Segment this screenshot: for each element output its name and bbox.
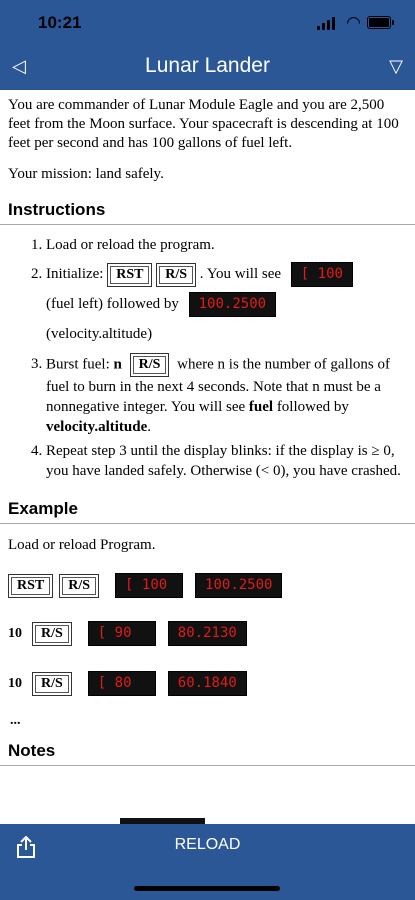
mission-paragraph: Your mission: land safely. bbox=[8, 166, 164, 182]
step-3-n: n bbox=[113, 356, 122, 373]
display-velocity-altitude: 60.1840 bbox=[168, 671, 247, 696]
example-row-1 bbox=[8, 573, 282, 603]
status-bar bbox=[0, 0, 415, 48]
step-4-text: Repeat step 3 until the display blinks: if the display is ≥ 0, you have landed safely. Otherwise (< 0), you have crashed. bbox=[46, 443, 401, 479]
instructions-heading: Instructions bbox=[8, 200, 106, 219]
wifi-icon: ◠ bbox=[346, 13, 361, 33]
page-title: Lunar Lander bbox=[145, 54, 270, 77]
step-3-text: where n is the number of gallons of fuel to burn in the next 4 seconds. Note that n must be a nonnegative integer. You will see bbox=[46, 356, 391, 415]
example-row-2 bbox=[8, 621, 247, 651]
status-time: 10:21 bbox=[38, 13, 82, 32]
rs-key: R/S bbox=[130, 353, 170, 377]
burn-amount: 10 bbox=[8, 625, 22, 641]
instruction-list bbox=[0, 235, 415, 481]
example-heading: Example bbox=[8, 499, 78, 518]
step-3-text-2: followed by bbox=[276, 399, 349, 415]
rst-key: RST bbox=[8, 574, 53, 598]
step-2-text-3: (velocity.altitude) bbox=[46, 326, 153, 342]
display-fuel: [ 80 bbox=[88, 671, 156, 696]
step-2-text-2: (fuel left) followed by bbox=[46, 296, 179, 312]
step-4 bbox=[46, 441, 415, 481]
step-2 bbox=[46, 259, 415, 349]
battery-icon bbox=[367, 16, 391, 29]
step-1-text: Load or reload the program. bbox=[46, 237, 215, 253]
burn-amount: 10 bbox=[8, 675, 22, 691]
back-icon[interactable]: ◁ bbox=[12, 56, 26, 77]
divider bbox=[0, 523, 415, 524]
display-velocity-altitude: 100.2500 bbox=[195, 573, 282, 598]
step-2-label: Initialize: bbox=[46, 266, 104, 282]
rs-key: R/S bbox=[32, 672, 72, 696]
step-3-label: Burst fuel: bbox=[46, 356, 110, 373]
step-1 bbox=[46, 235, 415, 255]
example-row-3 bbox=[8, 671, 247, 701]
step-3-velocity-altitude: velocity.altitude bbox=[46, 419, 148, 435]
nav-bar bbox=[0, 48, 415, 90]
display-fuel: [ 90 bbox=[88, 621, 156, 646]
example-load-text: Load or reload Program. bbox=[8, 537, 156, 553]
rst-key: RST bbox=[107, 263, 152, 287]
display-velocity-altitude: 80.2130 bbox=[168, 621, 247, 646]
step-3 bbox=[46, 353, 415, 437]
example-ellipsis: ... bbox=[10, 713, 21, 728]
display-fuel: [ 100 bbox=[115, 573, 183, 598]
display-fuel: [ 100 bbox=[291, 262, 353, 287]
intro-paragraph: You are commander of Lunar Module Eagle and you are 2,500 feet from the Moon surface. Your spacecraft is descending at 100 feet per second and has 100 gallons of fuel left. bbox=[8, 97, 399, 151]
rs-key: R/S bbox=[156, 263, 196, 287]
home-indicator[interactable] bbox=[134, 886, 280, 891]
rs-key: R/S bbox=[59, 574, 99, 598]
menu-icon[interactable]: ▽ bbox=[389, 56, 403, 77]
divider bbox=[0, 765, 415, 766]
divider bbox=[0, 224, 415, 225]
display-velocity-altitude: 100.2500 bbox=[189, 292, 276, 317]
content-area[interactable] bbox=[0, 90, 415, 824]
step-2-text: . You will see bbox=[199, 266, 282, 282]
step-3-fuel: fuel bbox=[248, 399, 274, 415]
reload-button[interactable]: RELOAD bbox=[174, 836, 241, 853]
notes-heading: Notes bbox=[8, 741, 56, 760]
rs-key: R/S bbox=[32, 622, 72, 646]
cellular-signal-icon bbox=[317, 16, 337, 30]
step-3-period: . bbox=[147, 419, 151, 435]
